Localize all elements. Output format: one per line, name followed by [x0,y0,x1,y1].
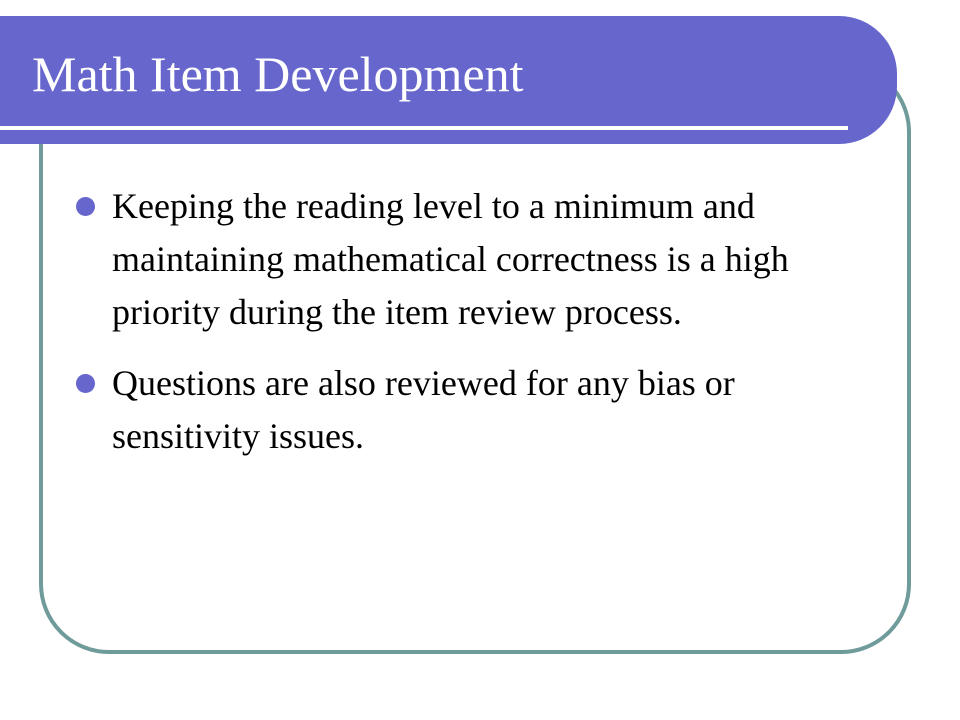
title-underline [0,126,848,130]
slide-title: Math Item Development [32,46,524,102]
bullet-list [72,180,872,481]
bullet-dot-icon [76,197,95,216]
bullet-text: Questions are also reviewed for any bias or sensitivity issues. [112,363,735,456]
bullet-text: Keeping the reading level to a minimum and maintaining mathematical correctness is a high priority during the item review process. [112,186,789,332]
bullet-item [72,357,872,463]
bullet-dot-icon [76,374,95,393]
bullet-item [72,180,872,339]
